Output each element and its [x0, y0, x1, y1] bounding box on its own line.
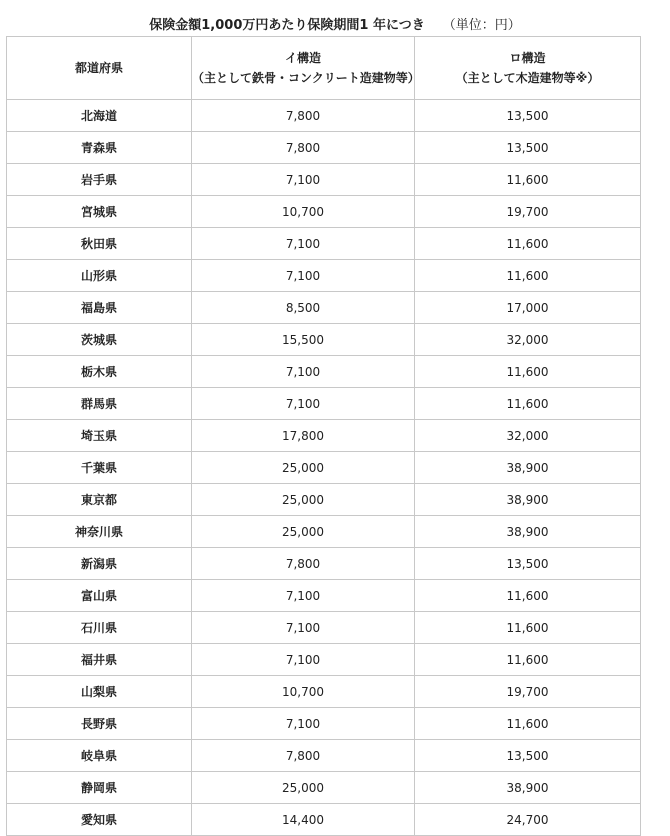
table-row — [7, 804, 641, 836]
cell-type-ro: 11,600 — [415, 164, 641, 196]
table-row — [7, 260, 641, 292]
table-row — [7, 612, 641, 644]
cell-type-i: 7,100 — [192, 164, 415, 196]
cell-type-i: 25,000 — [192, 452, 415, 484]
cell-type-ro: 11,600 — [415, 260, 641, 292]
cell-type-ro: 11,600 — [415, 644, 641, 676]
cell-prefecture: 福島県 — [7, 292, 192, 324]
cell-type-i: 25,000 — [192, 772, 415, 804]
cell-type-ro: 38,900 — [415, 772, 641, 804]
table-row — [7, 772, 641, 804]
cell-prefecture: 神奈川県 — [7, 516, 192, 548]
cell-type-ro: 19,700 — [415, 196, 641, 228]
cell-prefecture: 愛知県 — [7, 804, 192, 836]
cell-type-ro: 17,000 — [415, 292, 641, 324]
cell-type-ro: 11,600 — [415, 388, 641, 420]
cell-type-i: 7,100 — [192, 612, 415, 644]
cell-prefecture: 茨城県 — [7, 324, 192, 356]
table-row — [7, 228, 641, 260]
cell-type-i: 10,700 — [192, 676, 415, 708]
cell-prefecture: 福井県 — [7, 644, 192, 676]
cell-prefecture: 宮城県 — [7, 196, 192, 228]
cell-type-ro: 38,900 — [415, 516, 641, 548]
cell-type-i: 7,800 — [192, 740, 415, 772]
table-row — [7, 708, 641, 740]
cell-prefecture: 長野県 — [7, 708, 192, 740]
header-prefecture: 都道府県 — [7, 37, 192, 100]
table-row — [7, 452, 641, 484]
cell-prefecture: 山形県 — [7, 260, 192, 292]
table-row — [7, 516, 641, 548]
cell-prefecture: 石川県 — [7, 612, 192, 644]
cell-type-i: 7,100 — [192, 388, 415, 420]
cell-type-ro: 13,500 — [415, 740, 641, 772]
cell-type-i: 8,500 — [192, 292, 415, 324]
cell-prefecture: 岐阜県 — [7, 740, 192, 772]
cell-type-ro: 32,000 — [415, 420, 641, 452]
cell-type-ro: 38,900 — [415, 484, 641, 516]
header-type-ro-note: （主として木造建物等※） — [455, 71, 600, 85]
table-row — [7, 164, 641, 196]
cell-type-ro: 38,900 — [415, 452, 641, 484]
cell-type-i: 25,000 — [192, 484, 415, 516]
premium-rate-table — [6, 36, 641, 836]
cell-type-i: 7,100 — [192, 260, 415, 292]
cell-prefecture: 富山県 — [7, 580, 192, 612]
table-row — [7, 388, 641, 420]
header-type-i-note: （主として鉄骨・コンクリート造建物等） — [192, 71, 420, 85]
cell-prefecture: 埼玉県 — [7, 420, 192, 452]
table-row — [7, 292, 641, 324]
table-row — [7, 580, 641, 612]
cell-type-i: 7,100 — [192, 708, 415, 740]
cell-prefecture: 北海道 — [7, 100, 192, 132]
table-row — [7, 740, 641, 772]
table-row — [7, 644, 641, 676]
cell-type-ro: 11,600 — [415, 228, 641, 260]
cell-type-ro: 11,600 — [415, 708, 641, 740]
cell-type-i: 25,000 — [192, 516, 415, 548]
header-type-i — [192, 37, 420, 100]
table-row — [7, 132, 641, 164]
table-caption — [0, 14, 670, 33]
cell-type-ro: 11,600 — [415, 580, 641, 612]
cell-type-ro: 11,600 — [415, 356, 641, 388]
cell-type-i: 15,500 — [192, 324, 415, 356]
cell-prefecture: 静岡県 — [7, 772, 192, 804]
table-row — [7, 356, 641, 388]
caption-unit: （単位：円） — [442, 18, 521, 33]
table-row — [7, 420, 641, 452]
cell-type-i: 7,100 — [192, 580, 415, 612]
cell-prefecture: 群馬県 — [7, 388, 192, 420]
cell-type-ro: 13,500 — [415, 132, 641, 164]
table-row — [7, 100, 641, 132]
cell-type-i: 7,800 — [192, 548, 415, 580]
cell-prefecture: 岩手県 — [7, 164, 192, 196]
header-type-ro — [415, 37, 641, 100]
caption-title: 保険金額1,000万円あたり保険期間1 年につき — [149, 18, 425, 33]
cell-type-ro: 13,500 — [415, 548, 641, 580]
table-row — [7, 676, 641, 708]
table-row — [7, 484, 641, 516]
cell-type-ro: 11,600 — [415, 612, 641, 644]
cell-prefecture: 千葉県 — [7, 452, 192, 484]
cell-type-i: 7,100 — [192, 644, 415, 676]
cell-prefecture: 青森県 — [7, 132, 192, 164]
table-header-row — [7, 37, 641, 100]
table-row — [7, 196, 641, 228]
cell-type-i: 17,800 — [192, 420, 415, 452]
cell-type-ro: 19,700 — [415, 676, 641, 708]
cell-prefecture: 山梨県 — [7, 676, 192, 708]
cell-type-i: 10,700 — [192, 196, 415, 228]
header-type-i-title: イ構造 — [284, 51, 321, 65]
cell-type-i: 7,100 — [192, 356, 415, 388]
header-type-ro-title: ロ構造 — [509, 51, 546, 65]
cell-type-i: 7,100 — [192, 228, 415, 260]
table-row — [7, 548, 641, 580]
cell-type-i: 14,400 — [192, 804, 415, 836]
cell-type-ro: 24,700 — [415, 804, 641, 836]
cell-prefecture: 東京都 — [7, 484, 192, 516]
cell-type-ro: 32,000 — [415, 324, 641, 356]
cell-prefecture: 新潟県 — [7, 548, 192, 580]
cell-type-ro: 13,500 — [415, 100, 641, 132]
cell-prefecture: 秋田県 — [7, 228, 192, 260]
table-row — [7, 324, 641, 356]
cell-type-i: 7,800 — [192, 132, 415, 164]
cell-prefecture: 栃木県 — [7, 356, 192, 388]
cell-type-i: 7,800 — [192, 100, 415, 132]
